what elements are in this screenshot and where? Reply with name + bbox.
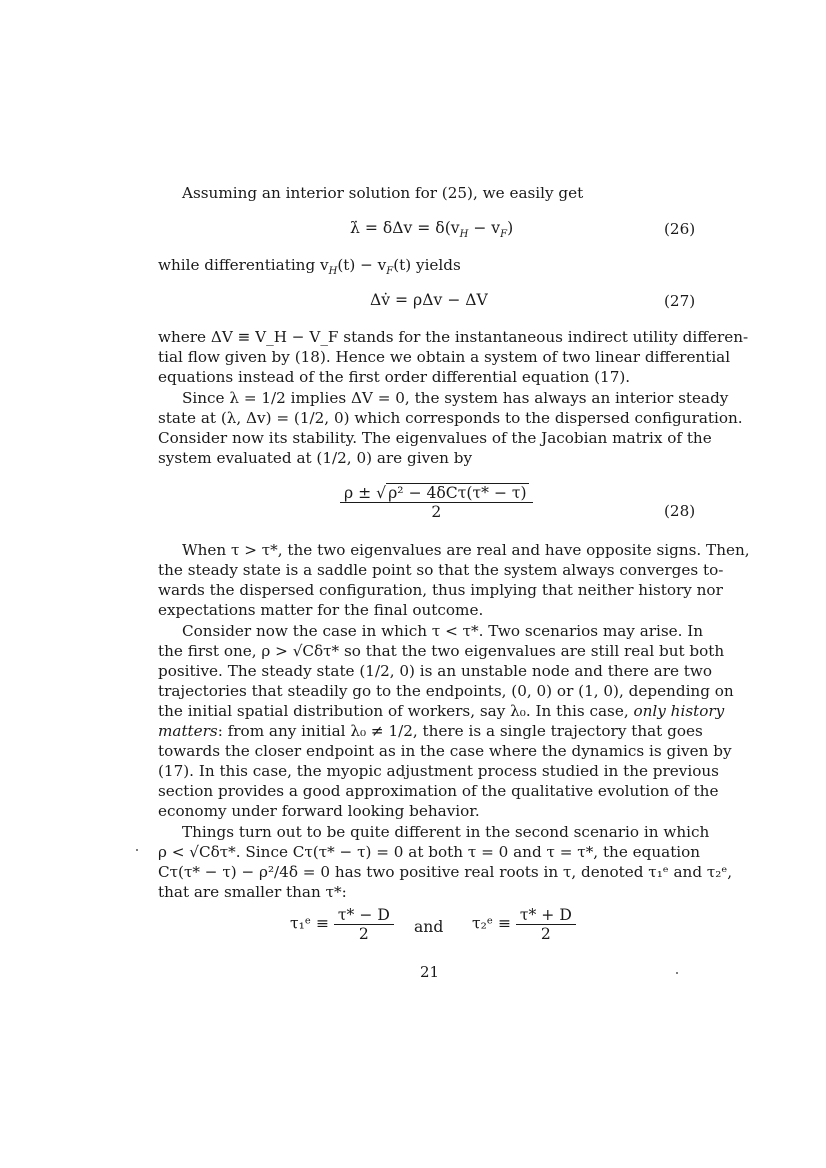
equation-26-body: λ̇ = δΔv = δ(v xyxy=(350,219,460,237)
emphasis: matters xyxy=(158,722,218,740)
text-line: Things turn out to be quite different in the second scenario in which xyxy=(182,823,710,841)
equation-26: λ̇ = $\delta\Delta v = \delta(v_H - v_F)$ xyxy=(350,219,514,241)
scan-speck xyxy=(136,849,138,851)
text-line: while differentiating $v_H(t) - v_F(t)$ yields xyxy=(158,256,461,278)
text-line: wards the dispersed configuration, thus implying that neither history nor xyxy=(158,581,723,599)
text-line: ρ < √Cδτ*. Since Cτ(τ* − τ) = 0 at both τ = 0 and τ = τ*, the equation xyxy=(158,843,701,861)
tau1-definition xyxy=(290,906,394,943)
and-word: and xyxy=(414,918,444,936)
text-line: that are smaller than τ*: xyxy=(158,883,347,901)
tau2-definition xyxy=(472,906,576,943)
text-line: economy under forward looking behavior. xyxy=(158,802,480,820)
text-line: the steady state is a saddle point so that the system always converges to- xyxy=(158,561,724,579)
equation-number-28: (28) xyxy=(664,502,696,520)
equation-28 xyxy=(340,483,533,521)
text-span: while differentiating v xyxy=(158,256,329,274)
fraction-denominator: 2 xyxy=(540,925,551,943)
tau2-fraction xyxy=(516,906,576,943)
text-span: (t) yields xyxy=(393,256,461,274)
tau2-lhs: τ₂ᵉ ≡ xyxy=(472,914,511,933)
text-line: positive. The steady state (1/2, 0) is an unstable node and there are two xyxy=(158,662,713,680)
fraction-denominator: 2 xyxy=(431,503,442,521)
text-line: section provides a good approximation of the qualitative evolution of the xyxy=(158,782,719,800)
equation-number-26: (26) xyxy=(664,220,696,238)
text-line: trajectories that steadily go to the endpoints, (0, 0) or (1, 0), depending on xyxy=(158,682,734,700)
fraction-numerator: τ* − D xyxy=(334,906,394,925)
text-line: (17). In this case, the myopic adjustment process studied in the previous xyxy=(158,762,719,780)
emphasis: only history xyxy=(633,702,725,720)
equation-28-fraction xyxy=(340,483,533,521)
tau1-lhs: τ₁ᵉ ≡ xyxy=(290,914,329,933)
text-line: equations instead of the first order differential equation (17). xyxy=(158,368,631,386)
text-line: Assuming an interior solution for (25), we easily get xyxy=(182,184,584,202)
tau1-fraction xyxy=(334,906,394,943)
text-span: the initial spatial distribution of workers, say λ₀. In this case, xyxy=(158,702,634,720)
text-line: system evaluated at (1/2, 0) are given by xyxy=(158,449,473,467)
fraction-numerator: ρ ± √ ρ² − 4δCτ(τ* − τ) xyxy=(340,483,533,503)
text-line: Consider now the case in which τ < τ*. Two scenarios may arise. In xyxy=(182,622,704,640)
scan-speck xyxy=(676,972,678,974)
text-line xyxy=(158,701,725,721)
text-line: Cτ(τ* − τ) − ρ²/4δ = 0 has two positive real roots in τ, denoted τ₁ᵉ and τ₂ᵉ, xyxy=(158,863,733,881)
text-line: tial flow given by (18). Hence we obtain a system of two linear differential xyxy=(158,348,731,366)
text-line: the first one, ρ > √Cδτ* so that the two eigenvalues are still real but both xyxy=(158,642,725,660)
equation-number-27: (27) xyxy=(664,292,696,310)
text-line: expectations matter for the final outcome. xyxy=(158,601,484,619)
text-line: state at (λ, Δv) = (1/2, 0) which corresponds to the dispersed configuration. xyxy=(158,409,743,427)
fraction-denominator: 2 xyxy=(358,925,369,943)
text-line: Since λ = 1/2 implies ΔV = 0, the system has always an interior steady xyxy=(182,389,729,407)
text-span: : from any initial λ₀ ≠ 1/2, there is a single trajectory that goes xyxy=(217,722,703,740)
fraction-numerator: τ* + D xyxy=(516,906,576,925)
page-number: 21 xyxy=(420,963,440,981)
text-line: towards the closer endpoint as in the case where the dynamics is given by xyxy=(158,742,732,760)
text-line: Consider now its stability. The eigenvalues of the Jacobian matrix of the xyxy=(158,429,712,447)
sqrt-content: ρ² − 4δCτ(τ* − τ) xyxy=(388,484,527,502)
text-line xyxy=(158,721,703,741)
text-line: When τ > τ*, the two eigenvalues are real and have opposite signs. Then, xyxy=(182,541,750,559)
numerator-lead: ρ ± xyxy=(344,484,377,502)
text-span: (t) − v xyxy=(337,256,387,274)
equation-27: Δv̇ = ρΔv − ΔV xyxy=(370,291,488,309)
text-line: where ΔV ≡ V_H − V_F stands for the instantaneous indirect utility differen- xyxy=(158,328,749,346)
